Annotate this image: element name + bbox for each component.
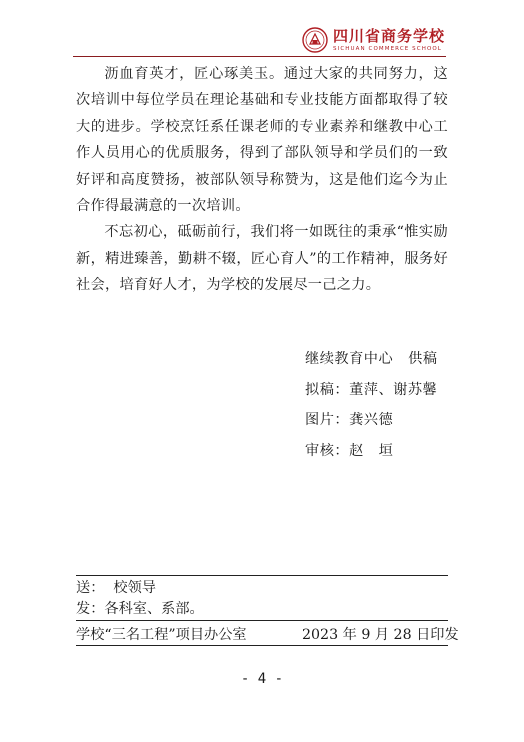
body-paragraph: 沥血育英才，匠心琢美玉。通过大家的共同努力，这次培训中每位学员在理论基础和专业技能方面都取得了较大的进步。学校烹饪系任课老师的专业素养和继教中心工作人员用心的优质服务，得到了部队领导和学员们的一致好评和高度赞扬，被部队领导称赞为，这是他们迄今为止合作得最满意的一次培训。	[76, 66, 448, 215]
school-name-en: SICHUAN COMMERCE SCHOOL	[333, 45, 442, 52]
distribution-top-rule	[76, 575, 448, 576]
issue-date: 2023 年 9 月 28 日印发	[302, 627, 459, 643]
page-header	[0, 0, 524, 60]
school-logo	[302, 27, 445, 53]
distribution-cc: 发：各科室、系部。	[76, 601, 204, 617]
school-seal-icon	[302, 27, 328, 53]
distribution-to: 送： 校领导	[76, 580, 156, 596]
reviewed-line: 审核：赵 垣	[305, 442, 394, 459]
source-line: 继续教育中心 供稿	[305, 351, 438, 367]
document-body	[76, 61, 448, 299]
drafted-line: 拟稿：董萍、谢苏馨	[305, 381, 438, 398]
body-paragraph: 不忘初心，砥砺前行，我们将一如既往的秉承“惟实励新，精进臻善，勤耕不辍，匠心育人”的工作精神，服务好社会，培育好人才，为学校的发展尽一己之力。	[76, 224, 448, 294]
header-divider	[73, 56, 446, 57]
distribution-middle-rule	[76, 620, 448, 621]
photos-line: 图片：龚兴德	[305, 412, 394, 428]
page-number: - 4 -	[240, 671, 284, 687]
school-name-cn: 四川省商务学校	[333, 26, 446, 45]
issuing-office: 学校“三名工程”项目办公室	[76, 627, 247, 643]
signature-block	[305, 344, 438, 466]
distribution-bottom-rule	[76, 645, 448, 646]
